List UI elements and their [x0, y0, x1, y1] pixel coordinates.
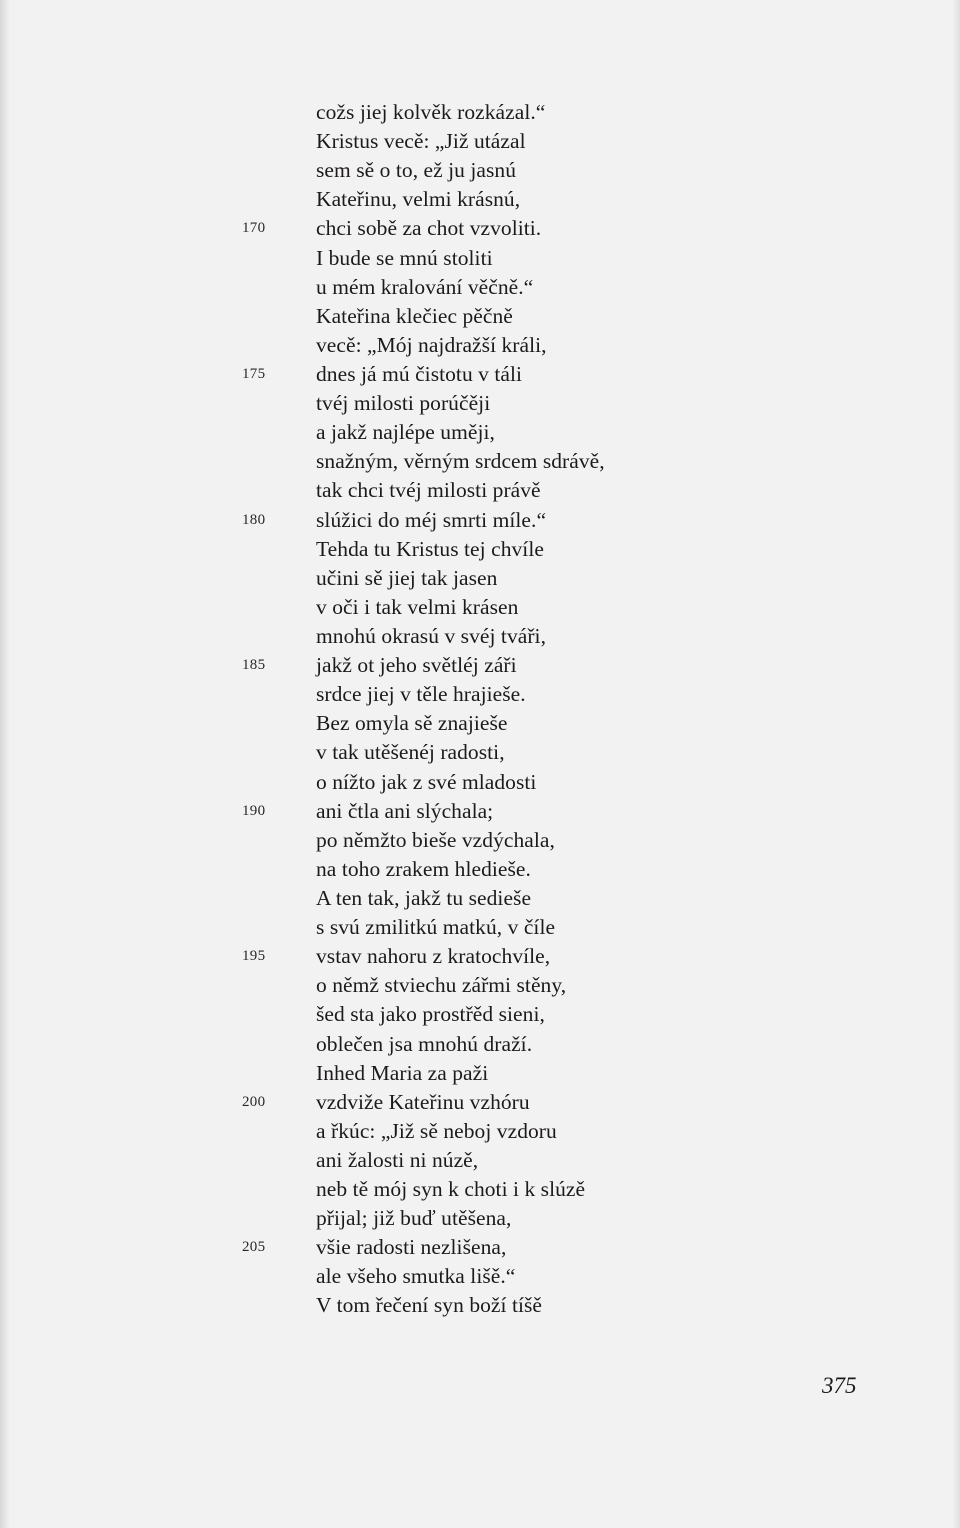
verse-line	[0, 593, 960, 622]
verse-line	[0, 331, 960, 360]
verse-text: Tehda tu Kristus tej chvíle	[316, 536, 544, 561]
verse-text: A ten tak, jakž tu sedieše	[316, 885, 532, 910]
line-number: 175	[242, 365, 266, 382]
verse-text: šed sta jako prostřěd sieni,	[316, 1002, 545, 1027]
verse-text: všie radosti nezlišena,	[316, 1235, 507, 1260]
verse-line	[0, 738, 960, 767]
line-number: 180	[242, 511, 266, 528]
verse-line	[0, 360, 960, 389]
verse-line	[0, 1000, 960, 1029]
verse-line	[0, 971, 960, 1000]
verse-line	[0, 1088, 960, 1117]
verse-text: jakž ot jeho světléj záři	[316, 653, 517, 678]
verse-text: ani žalosti ni núzě,	[316, 1147, 479, 1172]
verse-line	[0, 418, 960, 447]
verse-text: Kateřina klečiec pěčně	[316, 303, 513, 328]
verse-text: oblečen jsa mnohú draží.	[316, 1031, 533, 1056]
verse-line	[0, 855, 960, 884]
verse-text: v tak utěšenéj radosti,	[316, 740, 505, 765]
verse-text: chci sobě za chot vzvoliti.	[316, 216, 542, 241]
verse-line	[0, 622, 960, 651]
verse-text: vzdviže Kateřinu vzhóru	[316, 1089, 530, 1114]
line-number: 195	[242, 948, 266, 965]
verse-line	[0, 768, 960, 797]
verse-line	[0, 1262, 960, 1291]
verse-text: o nížto jak z své mladosti	[316, 769, 537, 794]
page-number: 375	[822, 1373, 857, 1398]
verse-text: a jakž najlépe uměji,	[316, 420, 495, 445]
verse-line	[0, 214, 960, 243]
verse-text: Kateřinu, velmi krásnú,	[316, 187, 521, 212]
verse-text: I bude se mnú stoliti	[316, 245, 493, 270]
verse-text: slúžici do méj smrti míle.“	[316, 507, 547, 532]
verse-text: s svú zmilitkú matkú, v číle	[316, 915, 556, 940]
verse-line	[0, 1291, 960, 1320]
verse-line	[0, 535, 960, 564]
verse-line	[0, 913, 960, 942]
verse-line	[0, 98, 960, 127]
verse-text: na toho zrakem hledieše.	[316, 856, 531, 881]
verse-line	[0, 244, 960, 273]
verse-text: Bez omyla sě znajieše	[316, 711, 508, 736]
verse-line	[0, 564, 960, 593]
verse-line	[0, 826, 960, 855]
verse-text: učini sě jiej tak jasen	[316, 565, 498, 590]
verse-line	[0, 884, 960, 913]
verse-line	[0, 185, 960, 214]
verse-text: ale všeho smutka lišě.“	[316, 1264, 516, 1289]
verse-line	[0, 1204, 960, 1233]
verse-line	[0, 1030, 960, 1059]
line-number: 200	[242, 1093, 266, 1110]
verse-text: tvéj milosti porúčěji	[316, 391, 491, 416]
verse-text: a řkúc: „Již sě neboj vzdoru	[316, 1118, 557, 1143]
verse-text: ani čtla ani slýchala;	[316, 798, 494, 823]
verse-text: vecě: „Mój najdražší králi,	[316, 332, 547, 357]
verse-text: u mém kralování věčně.“	[316, 274, 534, 299]
verse-text: mnohú okrasú v svéj tváři,	[316, 623, 546, 648]
verse-text: Inhed Maria za paži	[316, 1060, 489, 1085]
verse-line	[0, 1233, 960, 1262]
verse-text: v oči i tak velmi krásen	[316, 594, 519, 619]
verse-text: Kristus vecě: „Již utázal	[316, 129, 526, 154]
verse-line	[0, 302, 960, 331]
verse-text: neb tě mój syn k choti i k slúzě	[316, 1177, 586, 1202]
verse-text: tak chci tvéj milosti právě	[316, 478, 541, 503]
verse-text: vstav nahoru z kratochvíle,	[316, 944, 551, 969]
verse-line	[0, 1117, 960, 1146]
poem-text-block	[0, 98, 960, 1321]
verse-text: sem sě o to, ež ju jasnú	[316, 158, 517, 183]
verse-line	[0, 389, 960, 418]
verse-line	[0, 709, 960, 738]
verse-line	[0, 1146, 960, 1175]
verse-text: V tom řečení syn boží tíšě	[316, 1293, 543, 1318]
verse-line	[0, 942, 960, 971]
verse-line	[0, 127, 960, 156]
verse-line	[0, 1175, 960, 1204]
verse-line	[0, 651, 960, 680]
verse-line	[0, 476, 960, 505]
verse-text: po němžto bieše vzdýchala,	[316, 827, 555, 852]
line-number: 170	[242, 220, 266, 237]
line-number: 190	[242, 802, 266, 819]
verse-line	[0, 447, 960, 476]
verse-line	[0, 506, 960, 535]
verse-text: srdce jiej v těle hrajieše.	[316, 682, 526, 707]
verse-text: cožs jiej kolvěk rozkázal.“	[316, 100, 546, 124]
line-number: 205	[242, 1239, 266, 1256]
verse-line	[0, 273, 960, 302]
line-number: 185	[242, 657, 266, 674]
verse-line	[0, 156, 960, 185]
verse-line	[0, 1059, 960, 1088]
verse-text: přijal; již buď utěšena,	[316, 1206, 512, 1231]
verse-text: snažným, věrným srdcem sdrávě,	[316, 449, 605, 474]
verse-line	[0, 680, 960, 709]
verse-text: o němž stviechu zářmi stěny,	[316, 973, 567, 998]
verse-line	[0, 797, 960, 826]
verse-text: dnes já mú čistotu v táli	[316, 361, 523, 386]
